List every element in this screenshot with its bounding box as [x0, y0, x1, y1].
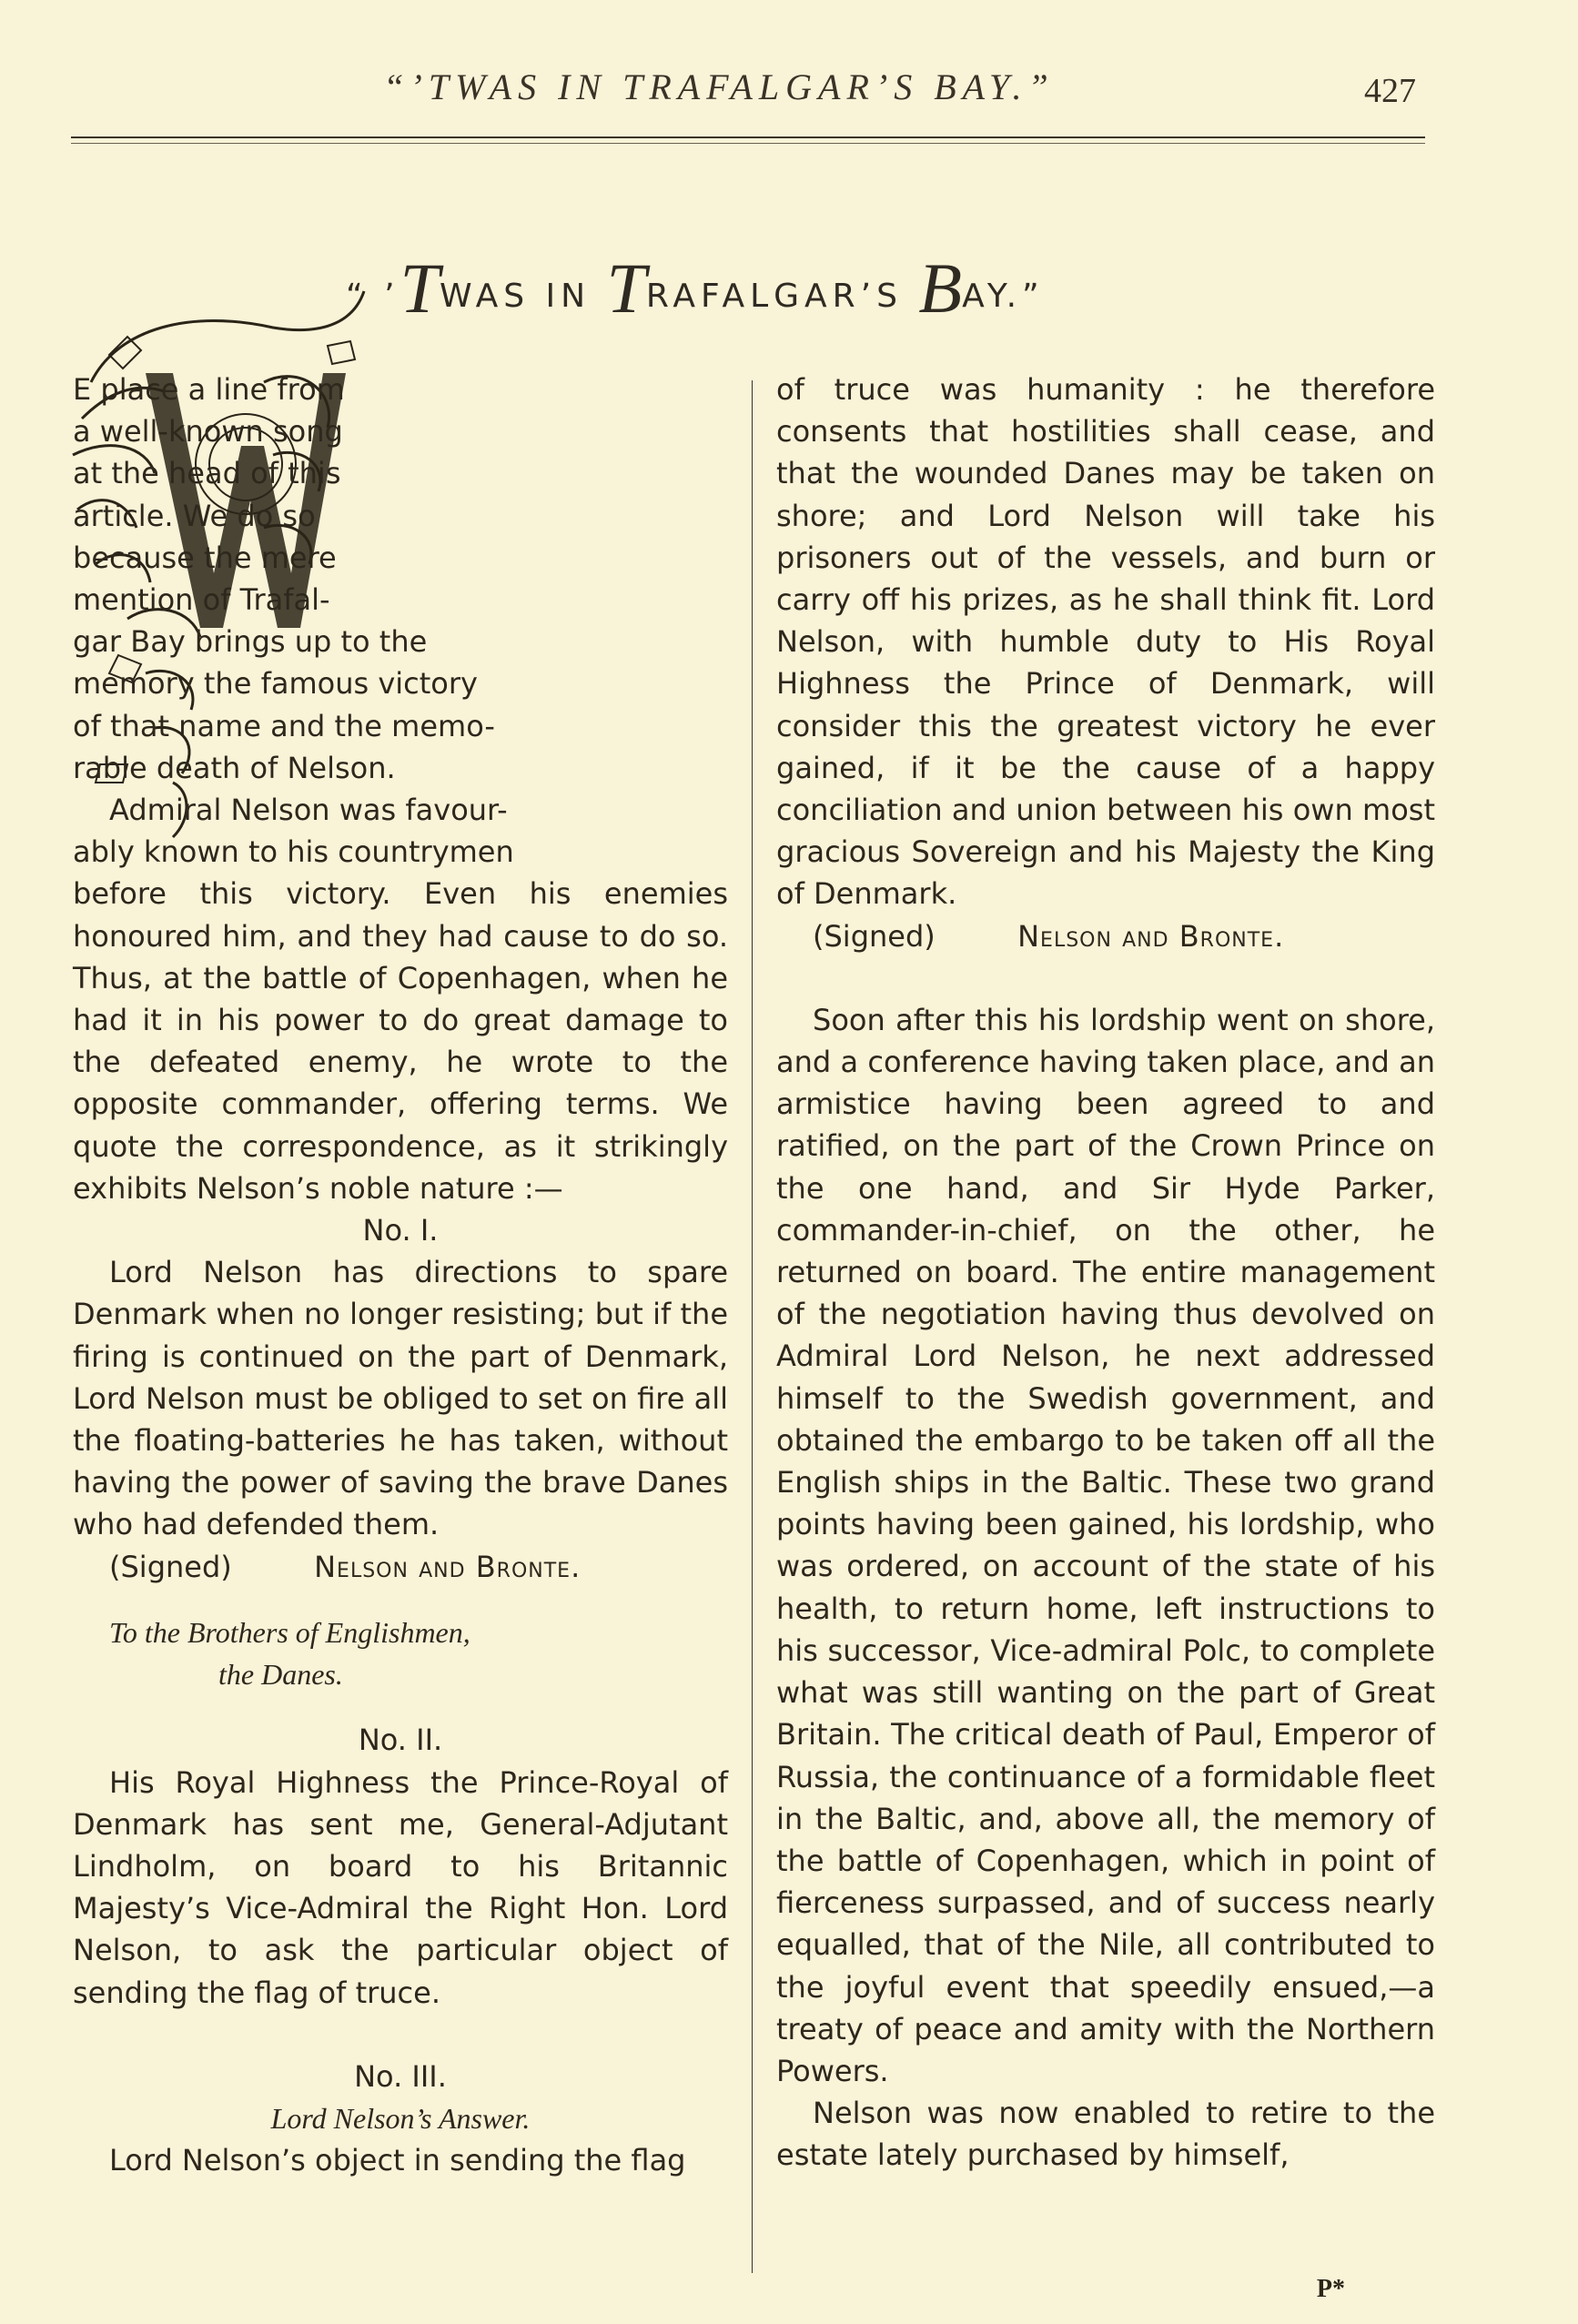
- title-initial-t: T: [400, 248, 440, 328]
- printer-signature-mark: P*: [1316, 2275, 1345, 2303]
- intro-line: at the head of this: [73, 456, 341, 491]
- letter-heading: No. I.: [362, 1213, 439, 1248]
- intro-line: gar Bay brings up to the: [73, 624, 428, 660]
- right-column: [776, 369, 1435, 2177]
- article-title: [346, 248, 1347, 329]
- signed-label: (Signed): [109, 1549, 232, 1584]
- intro-line: article. We do so: [73, 498, 316, 533]
- signature-line: [776, 915, 1435, 957]
- title-initial-t2: T: [606, 248, 646, 328]
- intro-line: ably known to his countrymen: [73, 834, 514, 870]
- letter-heading: No. II.: [358, 1723, 443, 1758]
- letter-body: Lord Nelson has directions to spare Denmark when no longer resisting; but if the firing is continued on the part of Denmark, Lord Nelson must be obliged to set on fire all the floating-batteries he has taken, without having the power of saving the brave Danes who had defended them.: [73, 1255, 728, 1542]
- intro-line: mention of Trafal-: [73, 582, 330, 618]
- paragraph: before this victory. Even his enemies honoured him, and they had cause to do so. Thus, at the battle of Copenhagen, when he had it in his power to do great damage to the defeated enemy, he wrote to the opposite commander, offering terms. We quote the correspondence, as it strikingly exhibits Nelson’s noble nature :—: [73, 876, 728, 1206]
- spacer: [73, 2014, 728, 2056]
- intro-line: Admiral Nelson was favour-: [109, 793, 508, 828]
- signature-line: [73, 1546, 728, 1588]
- intro-line: rable death of Nelson.: [73, 750, 396, 785]
- letter-body: of truce was humanity : he therefore consents that hostilities shall cease, and that the wounded Danes may be taken on shore; and Lord Nelson will take his prisoners out of the vessels, and burn or carry off his prizes, as he shall think fit. Lord Nelson, with humble duty to His Royal Highness the Prince of Denmark, will consider this the greatest victory he ever gained, if it be the cause of a happy conciliation and union between his own most gracious Sovereign and his Majesty the King of Denmark.: [776, 372, 1435, 912]
- address-line: the Danes.: [218, 1658, 343, 1692]
- intro-line: E place a line from: [73, 372, 345, 407]
- spacer: [73, 1588, 728, 1612]
- spacer: [776, 957, 1435, 999]
- signed-name: Nelson and Bronte.: [1017, 918, 1285, 954]
- paragraph: Soon after this his lordship went on shore, and a conference having taken place, and an armistice having been agreed to and ratified, on the part of the Crown Prince on the one hand, and Sir Hyde Parker, commander-in-chief, on the other, he returned on board. The entire management of the negotiation having thus devolved on Admiral Lord Nelson, he next addressed himself to the Swedish government, and obtained the embargo to be taken off all the English ships in the Baltic. These two grand points having been gained, his lordship, who was ordered, on account of the state of his health, to return home, left instructions to his successor, Vice-admiral Polc, to complete what was still wanting on the part of Great Britain. The critical death of Paul, Emperor of Russia, the continuance of a formidable fleet in the Baltic, and, above all, the memory of the battle of Copenhagen, which in point of fierceness surpassed, and of success nearly equalled, that of the Nile, all contributed to the joyful event that speedily ensued,—a treaty of peace and amity with the Northern Powers.: [776, 1002, 1435, 2088]
- header-rule: [71, 136, 1425, 138]
- intro-inset: [73, 369, 728, 873]
- letter-body: His Royal Highness the Prince-Royal of Denmark has sent me, General-Adjutant Lindholm, on board to his Britannic Majesty’s Vice-Admiral the Right Hon. Lord Nelson, to ask the particular object of sending the flag of truce.: [73, 1764, 728, 2010]
- page-number: 427: [1364, 72, 1416, 110]
- address-line: To the Brothers of Englishmen,: [109, 1615, 470, 1649]
- column-divider: [752, 380, 753, 2273]
- title-initial-b: B: [918, 248, 963, 328]
- intro-line: memory the famous victory: [73, 666, 478, 702]
- header-rule-thin: [71, 143, 1425, 144]
- intro-line: of that name and the memo-: [73, 708, 495, 743]
- running-title: “’TWAS IN TRAFALGAR’S BAY.”: [383, 66, 1055, 107]
- answer-title: Lord Nelson’s Answer.: [270, 2101, 531, 2135]
- left-column: [73, 369, 728, 2181]
- title-word-rafalgars: RAFALGAR’S: [645, 278, 919, 315]
- signed-label: (Signed): [813, 918, 936, 954]
- title-word-ay: AY.”: [962, 278, 1045, 315]
- letter-body: Lord Nelson’s object in sending the flag: [109, 2143, 686, 2178]
- spacer: [73, 1695, 728, 1719]
- paragraph: Nelson was now enabled to retire to the estate lately purchased by himself,: [776, 2096, 1435, 2173]
- intro-line: a well-known song: [73, 414, 343, 450]
- letter-heading: No. III.: [354, 2058, 447, 2094]
- signed-name: Nelson and Bronte.: [314, 1549, 582, 1584]
- title-open-quote: “ ’: [346, 278, 400, 315]
- title-word-was-in: WAS IN: [439, 278, 607, 315]
- intro-line: because the mere: [73, 540, 337, 575]
